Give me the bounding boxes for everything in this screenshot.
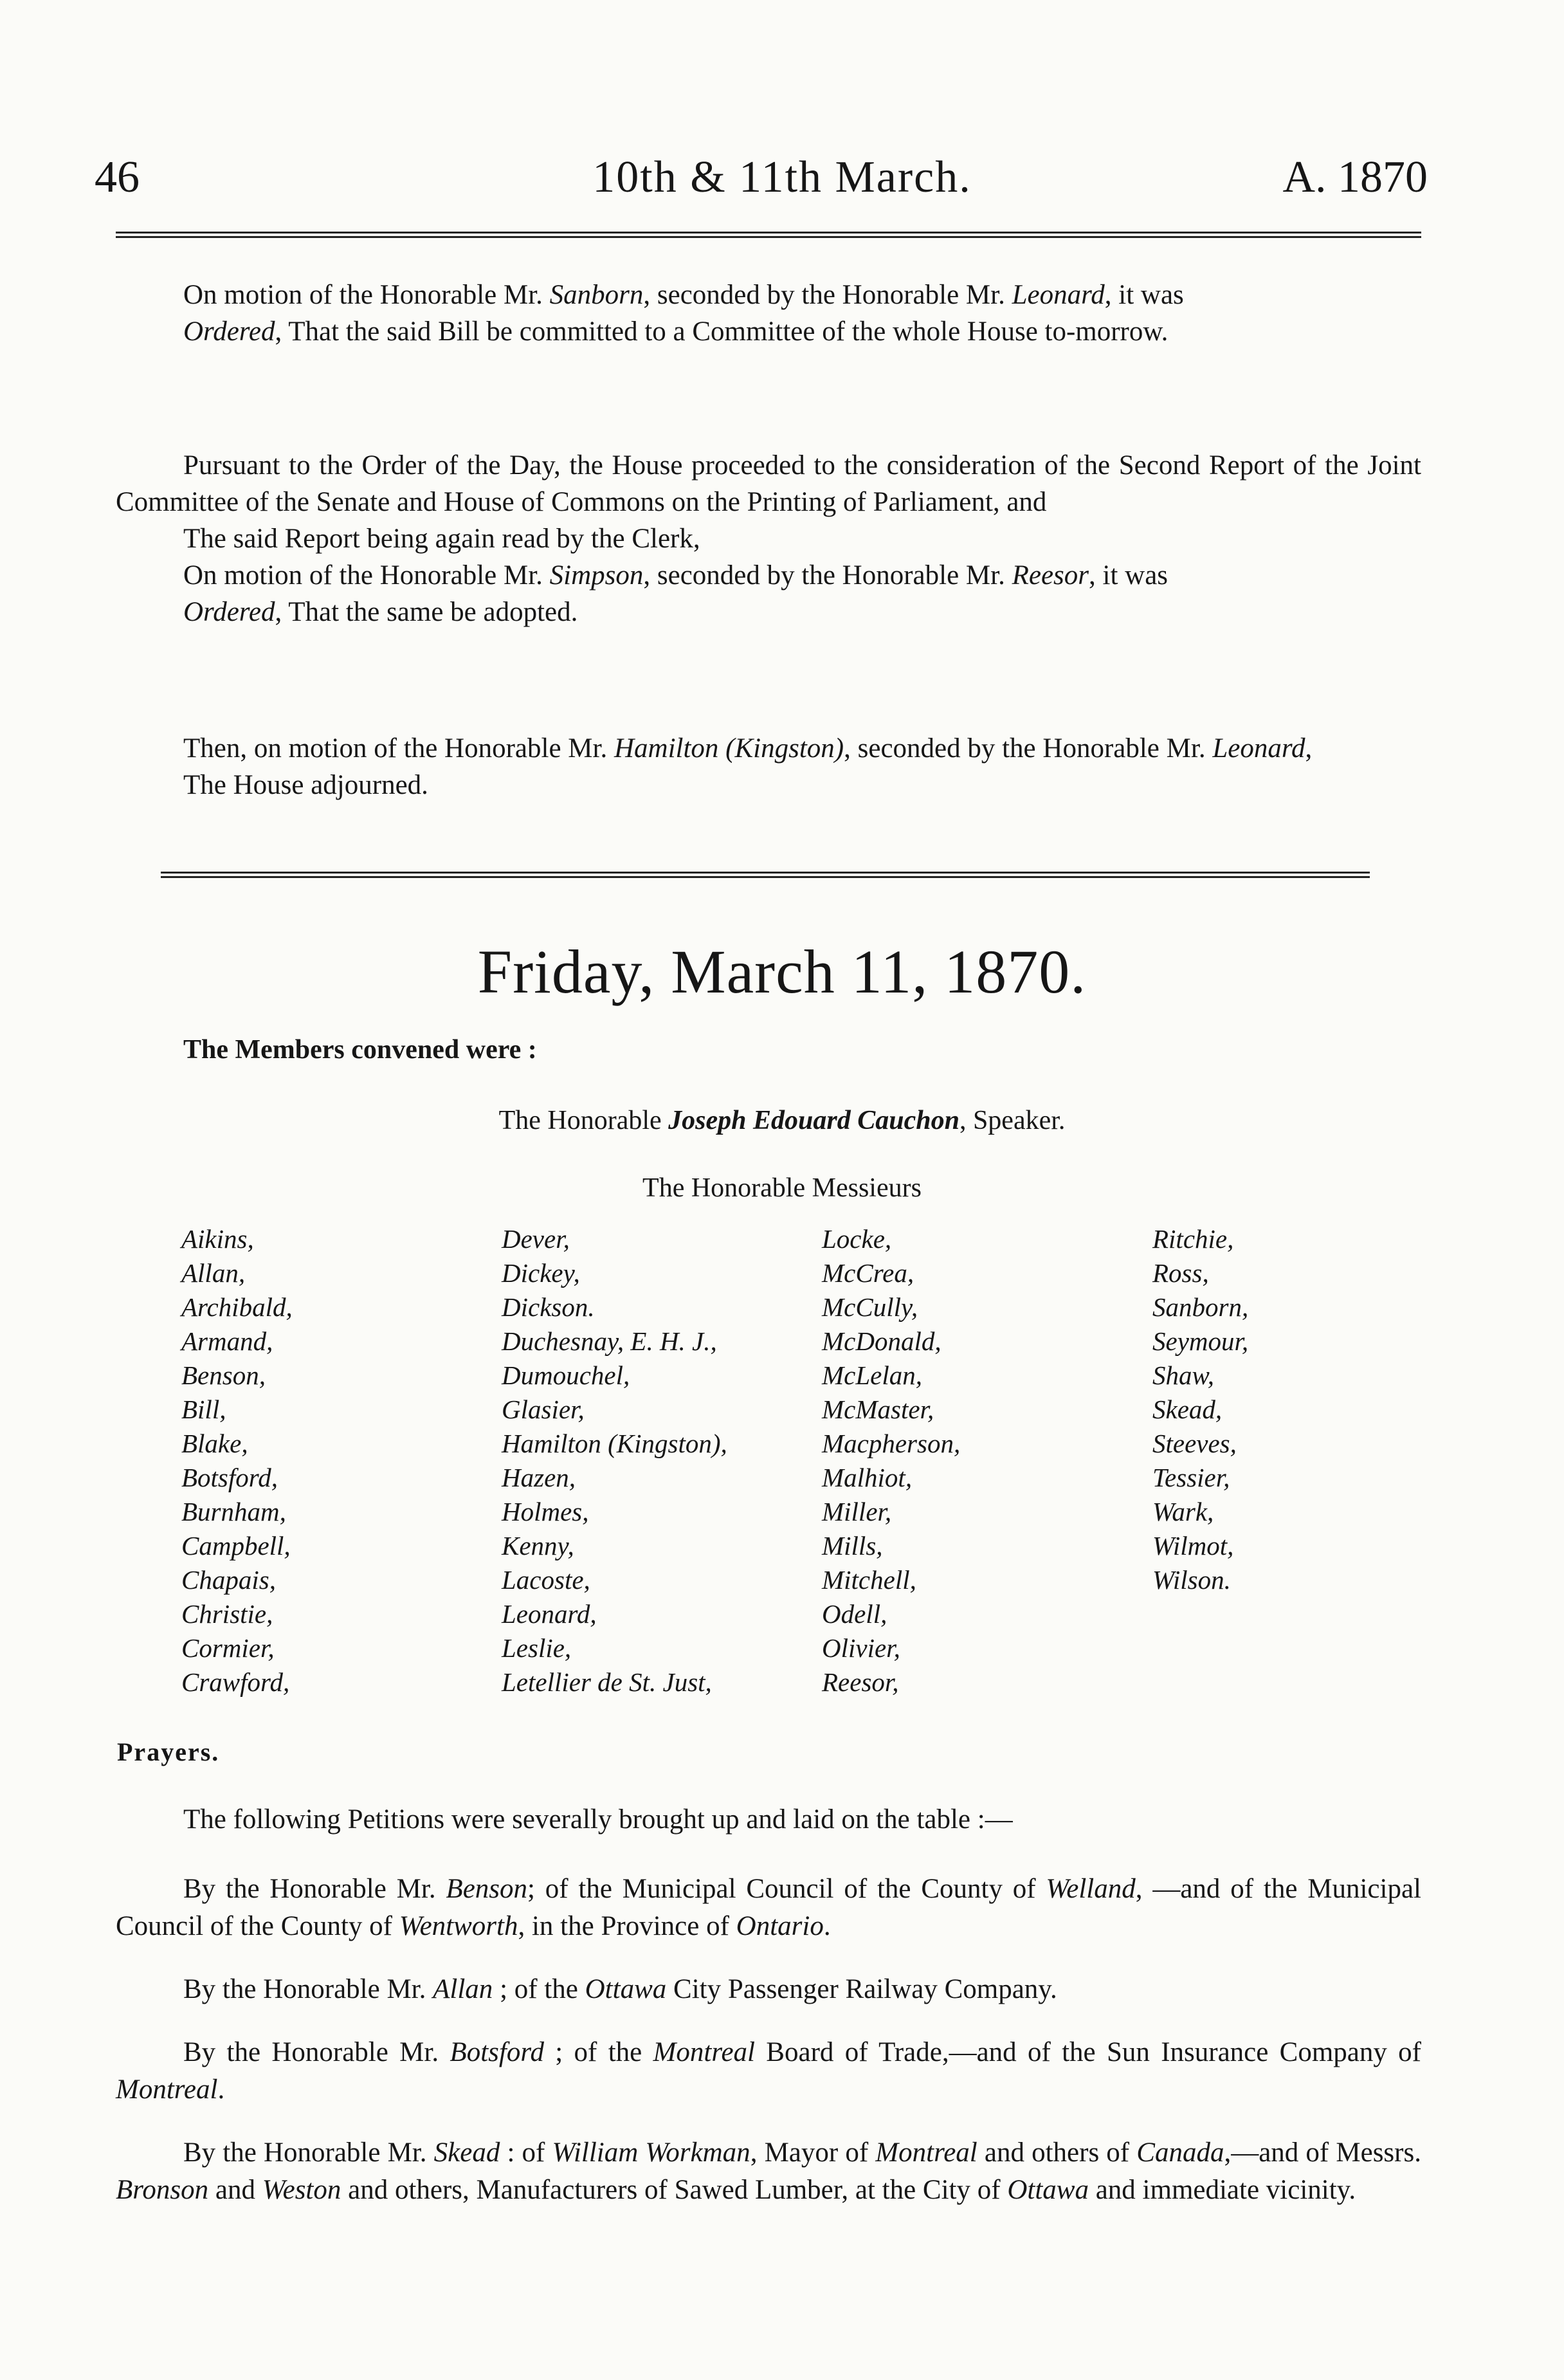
member-name: McCully, (822, 1292, 918, 1322)
mover-name: Hamilton (Kingston) (614, 733, 844, 764)
member-name: Christie, (181, 1599, 273, 1629)
petitions-section (116, 1801, 1421, 2209)
member-name: Sanborn, (1152, 1292, 1249, 1322)
section-rule (161, 872, 1370, 878)
member-name: Tessier, (1152, 1463, 1230, 1492)
motion-line: On motion of the Honorable Mr. Simpson, seconded by the Honorable Mr. Reesor, it was (183, 560, 1168, 590)
member-name: Ritchie, (1152, 1224, 1234, 1254)
seconder-name: Leonard (1212, 733, 1305, 764)
member-name: Duchesnay, E. H. J., (502, 1326, 717, 1356)
member-name: Leonard, (502, 1599, 597, 1629)
member-name: Macpherson, (822, 1429, 961, 1458)
member-name: Seymour, (1152, 1326, 1249, 1356)
pursuant-text: Pursuant to the Order of the Day, the House proceeded to the consideration of the Second Report of the Joint Committee of the Senate and House of Commons on the Printing of Parliament, and (116, 450, 1421, 517)
member-name: Shaw, (1152, 1360, 1215, 1390)
member-name: Locke, (822, 1224, 892, 1254)
member-name: Skead, (1152, 1395, 1223, 1424)
petition-skead: By the Honorable Mr. Skead : of William Workman, Mayor of Montreal and others of Canada,—and of Messrs. Bronson and Weston and others, Manufacturers of Sawed Lumber, at the City of Ottawa and immediate vicinity. (116, 2137, 1421, 2205)
member-name: Chapais, (181, 1565, 276, 1595)
member-name: Letellier de St. Just, (502, 1667, 712, 1697)
petition-allan: By the Honorable Mr. Allan ; of the Ottawa City Passenger Railway Company. (183, 1974, 1057, 2004)
messieurs-heading: The Honorable Messieurs (642, 1173, 922, 1203)
member-name: Hazen, (502, 1463, 576, 1492)
member-name: McLelan, (822, 1360, 922, 1390)
header-title: 10th & 11th March. (592, 152, 972, 202)
member-name: Glasier, (502, 1395, 585, 1424)
member-name: Holmes, (502, 1497, 589, 1526)
member-name: Mitchell, (822, 1565, 916, 1595)
adjourned-text: The House adjourned. (183, 770, 428, 800)
member-name: Miller, (822, 1497, 892, 1526)
member-name: Crawford, (181, 1667, 290, 1697)
report-read-text: The said Report being again read by the Clerk, (183, 524, 700, 554)
petition-botsford: By the Honorable Mr. Botsford ; of the Montreal Board of Trade,—and of the Sun Insurance Company of Montreal. (116, 2037, 1421, 2105)
motion-bill-committee (116, 277, 1421, 350)
member-name: Reesor, (822, 1667, 899, 1697)
member-name: Wilson. (1152, 1565, 1231, 1595)
mover-name: Sanborn (549, 280, 644, 310)
member-name: McMaster, (822, 1395, 934, 1424)
member-name: Malhiot, (822, 1463, 913, 1492)
speaker-line: The Honorable Joseph Edouard Cauchon, Speaker. (498, 1106, 1066, 1135)
mover-name: Simpson (549, 560, 644, 590)
member-name: Dever, (502, 1224, 570, 1254)
running-header (0, 152, 1564, 216)
members-column-2 (502, 1222, 727, 1699)
members-column-1 (181, 1222, 293, 1699)
members-convened: The Members convened were : (183, 1035, 537, 1065)
member-name: Burnham, (181, 1497, 286, 1526)
member-name: Dumouchel, (502, 1360, 630, 1390)
member-name: Campbell, (181, 1531, 291, 1561)
member-name: Dickson. (502, 1292, 595, 1322)
member-name: Kenny, (502, 1531, 574, 1561)
adjournment-section (116, 730, 1421, 803)
members-column-3 (822, 1222, 960, 1699)
adjourn-motion: Then, on motion of the Honorable Mr. Hamilton (Kingston), seconded by the Honorable Mr. Leonard, (183, 733, 1313, 764)
speaker-name: Joseph Edouard Cauchon (668, 1106, 959, 1135)
petition-benson: By the Honorable Mr. Benson; of the Municipal Council of the County of Welland, —and of the Municipal Council of the County of Wentworth, in the Province of Ontario. (116, 1874, 1421, 1941)
page-number: 46 (95, 152, 140, 202)
member-name: Blake, (181, 1429, 248, 1458)
motion-line: On motion of the Honorable Mr. Sanborn, seconded by the Honorable Mr. Leonard, it was (183, 280, 1184, 310)
member-name: Allan, (181, 1258, 246, 1288)
member-name: Wark, (1152, 1497, 1214, 1526)
members-column-4 (1152, 1222, 1248, 1597)
member-name: Hamilton (Kingston), (502, 1429, 727, 1458)
header-year: A. 1870 (1282, 152, 1428, 202)
day-heading: Friday, March 11, 1870. (477, 937, 1087, 1006)
header-rule (116, 232, 1421, 238)
member-name: Cormier, (181, 1633, 275, 1663)
member-name: Botsford, (181, 1463, 278, 1492)
member-name: Benson, (181, 1360, 266, 1390)
seconder-name: Leonard (1012, 280, 1105, 310)
member-name: Wilmot, (1152, 1531, 1234, 1561)
member-name: Lacoste, (502, 1565, 590, 1595)
seconder-name: Reesor (1012, 560, 1089, 590)
member-name: Dickey, (502, 1258, 580, 1288)
ordered-line: Ordered, That the same be adopted. (183, 597, 578, 627)
member-name: Steeves, (1152, 1429, 1237, 1458)
prayers-heading: Prayers. (117, 1737, 220, 1766)
member-name: Armand, (181, 1326, 273, 1356)
member-name: McCrea, (822, 1258, 914, 1288)
member-name: Odell, (822, 1599, 887, 1629)
member-name: Leslie, (502, 1633, 572, 1663)
member-name: Archibald, (181, 1292, 293, 1322)
member-name: Bill, (181, 1395, 226, 1424)
member-name: Ross, (1152, 1258, 1209, 1288)
printing-report-section (116, 447, 1421, 630)
petitions-intro: The following Petitions were severally brought up and laid on the table :— (183, 1804, 1013, 1835)
members-list (0, 1222, 1564, 1724)
member-name: Mills, (822, 1531, 883, 1561)
member-name: McDonald, (822, 1326, 941, 1356)
ordered-line: Ordered, That the said Bill be committed to a Committee of the whole House to-morrow. (183, 316, 1168, 347)
member-name: Aikins, (181, 1224, 254, 1254)
member-name: Olivier, (822, 1633, 900, 1663)
